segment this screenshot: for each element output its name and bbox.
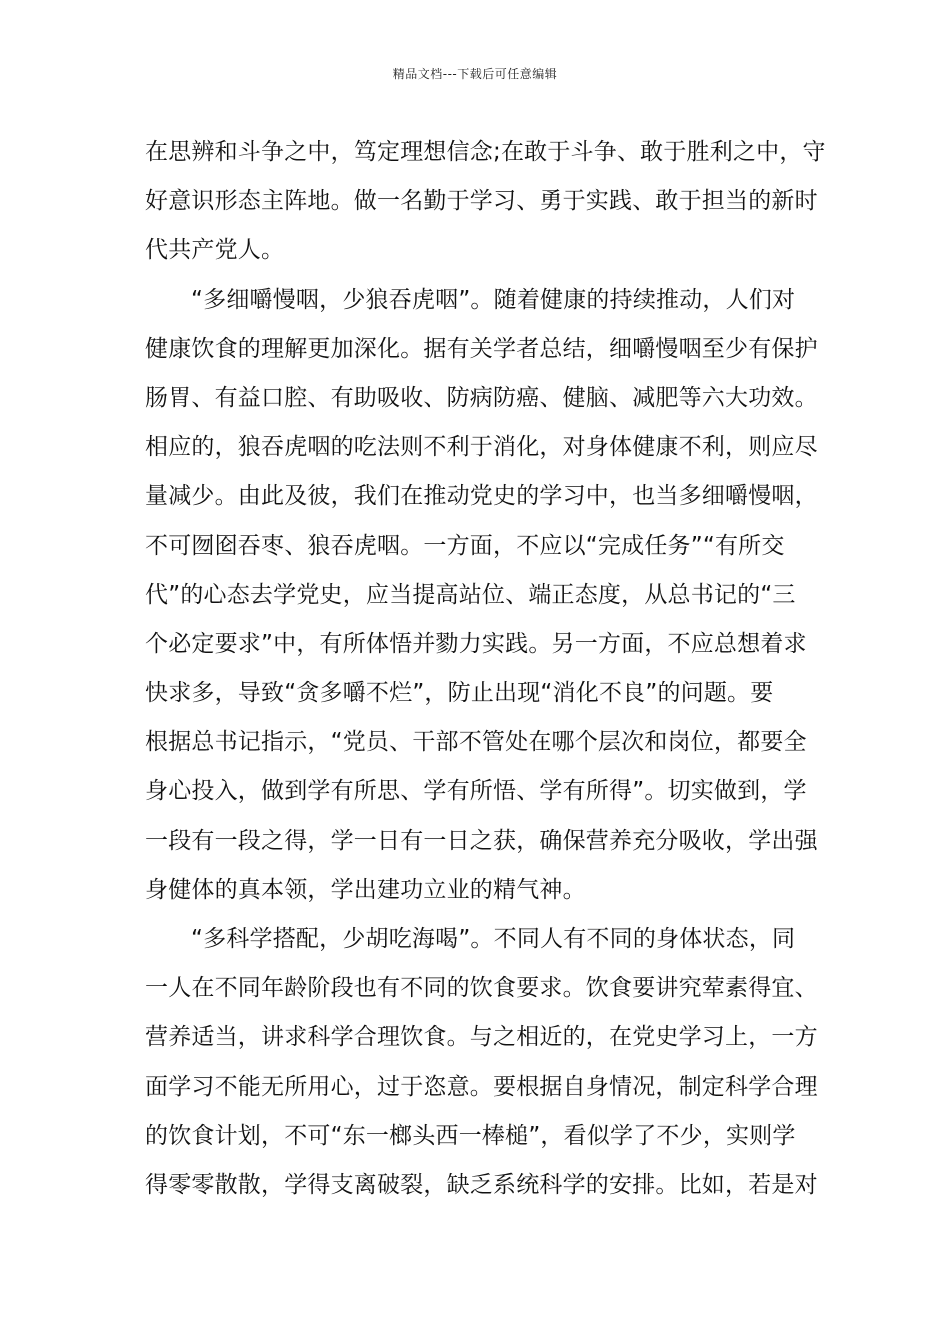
text-line: 不可囫囵吞枣、狼吞虎咽。一方面，不应以“完成任务”“有所交: [145, 532, 785, 559]
text-line: 身心投入，做到学有所思、学有所悟、学有所得”。切实做到，学: [145, 778, 807, 805]
text-line: 根据总书记指示，“党员、干部不管处在哪个层次和岗位，都要全: [145, 729, 807, 756]
text-line: 一人在不同年龄阶段也有不同的饮食要求。饮食要讲究荤素得宜、: [145, 975, 818, 1002]
body-text: [145, 134, 826, 1216]
paragraph-first-line: “多细嚼慢咽，少狼吞虎咽”。随着健康的持续推动，人们对: [191, 286, 796, 313]
text-line: 好意识形态主阵地。做一名勤于学习、勇于实践、敢于担当的新时: [145, 188, 818, 215]
text-line: 个必定要求”中，有所体悟并勠力实践。另一方面，不应总想着求: [145, 630, 807, 657]
text-line: 相应的，狼吞虎咽的吃法则不利于消化，对身体健康不利，则应尽: [145, 434, 818, 461]
text-line: 代共产党人。: [145, 237, 285, 264]
paragraph-first-line: “多科学搭配，少胡吃海喝”。不同人有不同的身体状态，同: [191, 926, 796, 952]
text-line: 快求多，导致“贪多嚼不烂”，防止出现“消化不良”的问题。要: [145, 680, 774, 707]
text-line: 营养适当，讲求科学合理饮食。与之相近的，在党史学习上，一方: [145, 1024, 818, 1051]
text-line: 量减少。由此及彼，我们在推动党史的学习中，也当多细嚼慢咽，: [145, 483, 818, 510]
text-line: 面学习不能无所用心，过于恣意。要根据自身情况，制定科学合理: [145, 1073, 818, 1100]
page-header: 精品文档---下载后可任意编辑: [392, 67, 558, 81]
text-line: 在思辨和斗争之中，笃定理想信念;在敢于斗争、敢于胜利之中，守: [145, 139, 826, 165]
text-line: 身健体的真本领，学出建功立业的精气神。: [145, 876, 586, 903]
text-line: 得零零散散，学得支离破裂，缺乏系统科学的安排。比如，若是对: [145, 1171, 818, 1198]
text-line: 一段有一段之得，学一日有一日之获，确保营养充分吸收，学出强: [145, 827, 818, 854]
text-line: 代”的心态去学党史，应当提高站位、端正态度，从总书记的“三: [145, 581, 796, 608]
text-line: 的饮食计划，不可“东一榔头西一棒槌”，看似学了不少，实则学: [145, 1122, 796, 1149]
text-line: 健康饮食的理解更加深化。据有关学者总结，细嚼慢咽至少有保护: [145, 335, 818, 362]
text-line: 肠胃、有益口腔、有助吸收、防病防癌、健脑、减肥等六大功效。: [145, 384, 818, 411]
